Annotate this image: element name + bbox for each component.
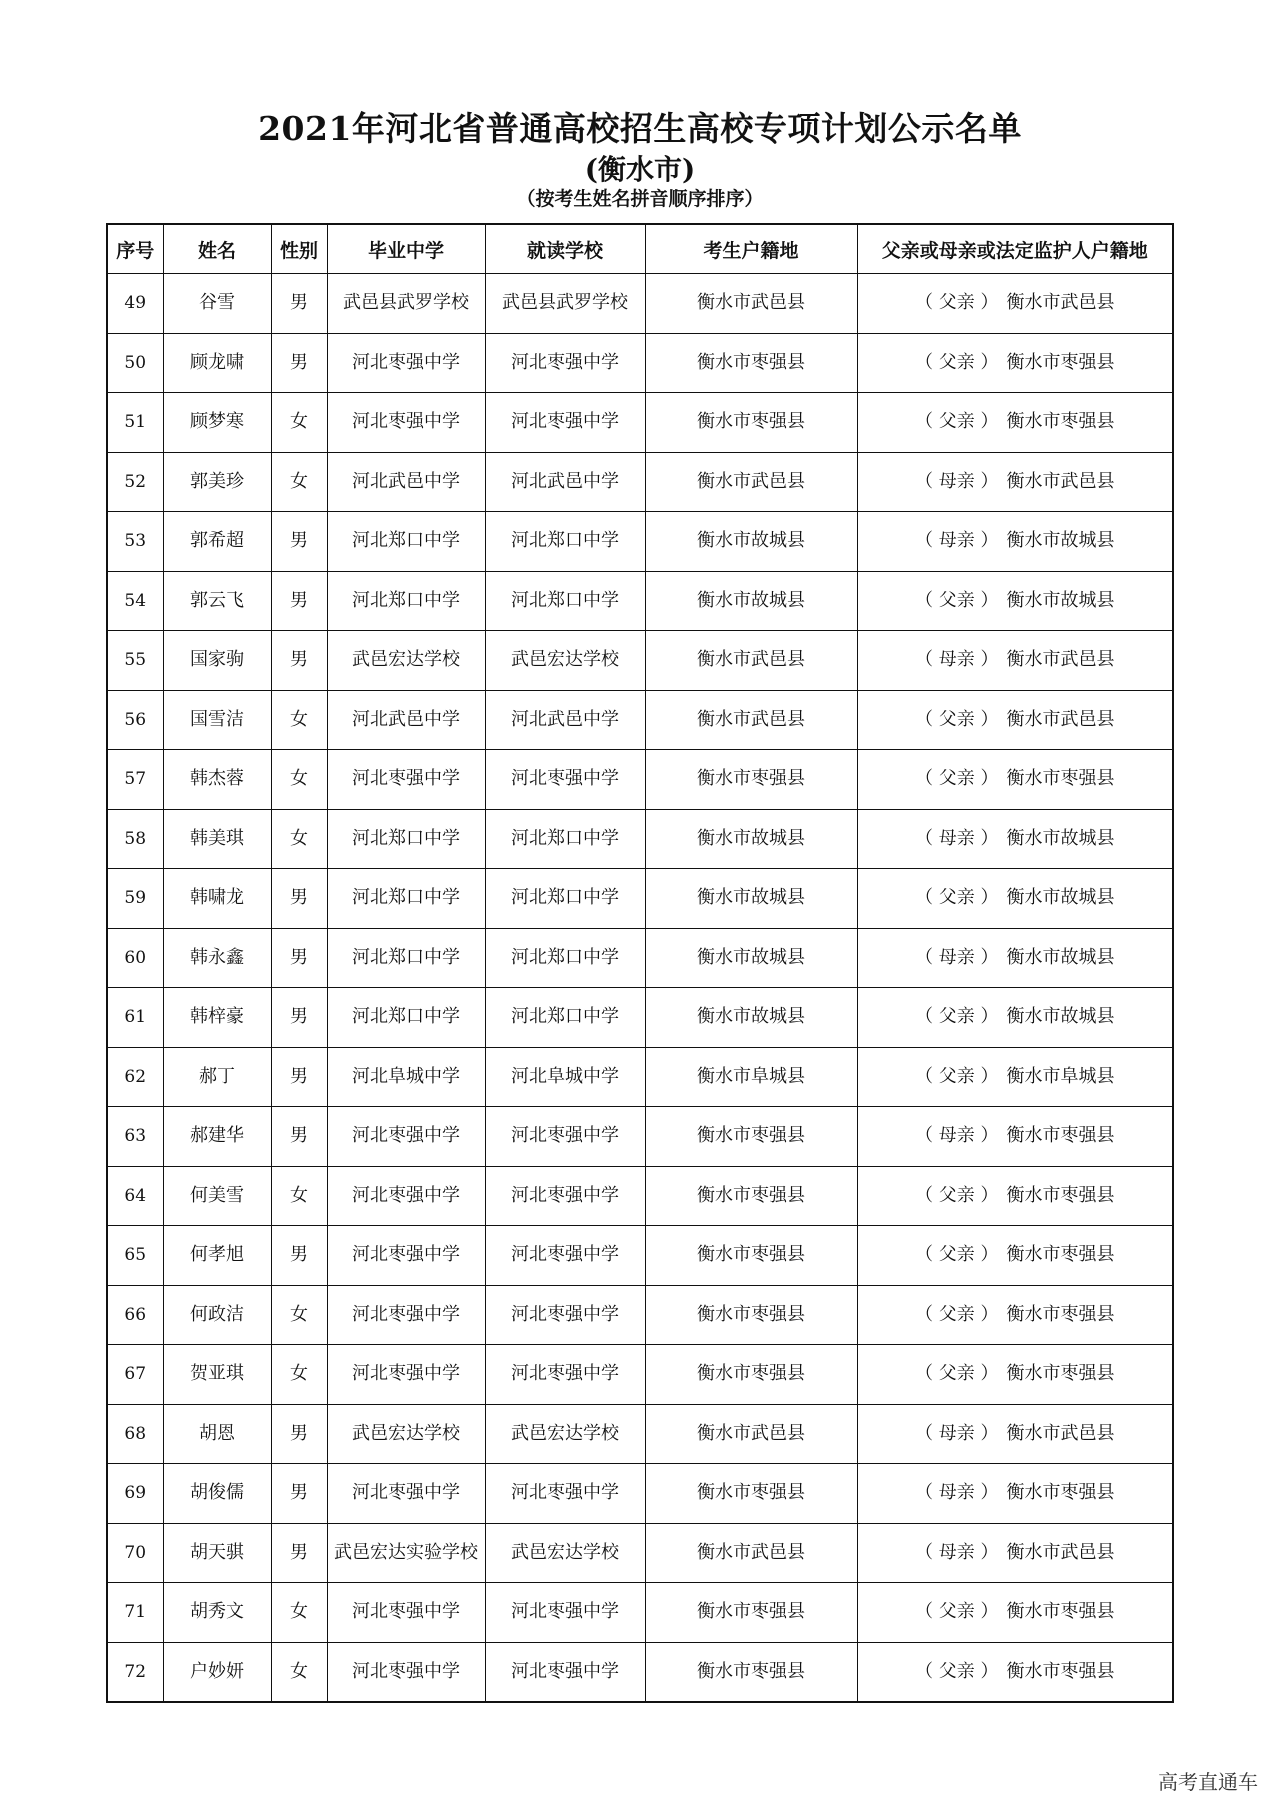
cell-grad-school: 河北枣强中学 xyxy=(327,1107,485,1167)
table-row xyxy=(107,928,1173,988)
cell-name: 胡秀文 xyxy=(163,1583,271,1643)
cell-grad-school: 河北郑口中学 xyxy=(327,928,485,988)
cell-parent-hukou xyxy=(857,809,1173,869)
cell-current-school: 武邑宏达学校 xyxy=(485,631,645,691)
cell-current-school: 武邑宏达学校 xyxy=(485,1523,645,1583)
cell-gender: 男 xyxy=(271,512,327,572)
cell-name: 国雪洁 xyxy=(163,690,271,750)
cell-current-school: 河北枣强中学 xyxy=(485,1285,645,1345)
parent-relation: （ 母亲 ） xyxy=(915,946,999,968)
cell-current-school: 河北枣强中学 xyxy=(485,1107,645,1167)
cell-grad-school: 武邑宏达学校 xyxy=(327,631,485,691)
cell-name: 何美雪 xyxy=(163,1166,271,1226)
cell-seq: 72 xyxy=(107,1642,163,1702)
cell-hukou: 衡水市枣强县 xyxy=(645,1285,857,1345)
table-row xyxy=(107,1107,1173,1167)
header-row xyxy=(107,224,1173,274)
parent-place: 衡水市枣强县 xyxy=(1006,1363,1115,1385)
cell-seq: 50 xyxy=(107,333,163,393)
cell-name: 何政洁 xyxy=(163,1285,271,1345)
parent-place: 衡水市枣强县 xyxy=(1006,1184,1115,1206)
cell-current-school: 河北枣强中学 xyxy=(485,750,645,810)
parent-place: 衡水市枣强县 xyxy=(1006,351,1115,373)
cell-current-school: 河北枣强中学 xyxy=(485,393,645,453)
cell-gender: 男 xyxy=(271,869,327,929)
cell-parent-hukou xyxy=(857,393,1173,453)
cell-parent-hukou xyxy=(857,333,1173,393)
parent-relation: （ 母亲 ） xyxy=(915,470,999,492)
cell-grad-school: 河北枣强中学 xyxy=(327,333,485,393)
parent-place: 衡水市枣强县 xyxy=(1006,1601,1115,1623)
header-grad-school: 毕业中学 xyxy=(327,224,485,274)
parent-relation: （ 母亲 ） xyxy=(915,1422,999,1444)
table-row xyxy=(107,1404,1173,1464)
header-gender: 性别 xyxy=(271,224,327,274)
cell-parent-hukou xyxy=(857,1464,1173,1524)
cell-name: 韩梓豪 xyxy=(163,988,271,1048)
parent-place: 衡水市枣强县 xyxy=(1006,1303,1115,1325)
cell-parent-hukou xyxy=(857,1226,1173,1286)
table-row xyxy=(107,1226,1173,1286)
parent-place: 衡水市故城县 xyxy=(1006,530,1115,552)
watermark-text: 高考直通车 xyxy=(1158,1770,1258,1794)
table-row xyxy=(107,809,1173,869)
cell-seq: 51 xyxy=(107,393,163,453)
table-row xyxy=(107,1047,1173,1107)
cell-hukou: 衡水市武邑县 xyxy=(645,690,857,750)
cell-hukou: 衡水市枣强县 xyxy=(645,1583,857,1643)
table-row xyxy=(107,512,1173,572)
cell-name: 郝丁 xyxy=(163,1047,271,1107)
cell-grad-school: 河北枣强中学 xyxy=(327,750,485,810)
cell-current-school: 河北郑口中学 xyxy=(485,928,645,988)
parent-relation: （ 父亲 ） xyxy=(915,887,999,909)
parent-relation: （ 母亲 ） xyxy=(915,649,999,671)
cell-seq: 53 xyxy=(107,512,163,572)
cell-current-school: 武邑县武罗学校 xyxy=(485,274,645,334)
page-title: 2021年河北省普通高校招生高校专项计划公示名单 xyxy=(258,109,1022,148)
parent-relation: （ 父亲 ） xyxy=(915,589,999,611)
cell-hukou: 衡水市武邑县 xyxy=(645,1404,857,1464)
cell-gender: 男 xyxy=(271,928,327,988)
cell-hukou: 衡水市枣强县 xyxy=(645,1345,857,1405)
cell-hukou: 衡水市枣强县 xyxy=(645,1642,857,1702)
cell-seq: 55 xyxy=(107,631,163,691)
header-hukou: 考生户籍地 xyxy=(645,224,857,274)
cell-seq: 68 xyxy=(107,1404,163,1464)
cell-seq: 70 xyxy=(107,1523,163,1583)
parent-place: 衡水市武邑县 xyxy=(1006,292,1115,314)
parent-relation: （ 母亲 ） xyxy=(915,1541,999,1563)
parent-relation: （ 父亲 ） xyxy=(915,1184,999,1206)
cell-parent-hukou xyxy=(857,452,1173,512)
cell-name: 胡恩 xyxy=(163,1404,271,1464)
cell-hukou: 衡水市枣强县 xyxy=(645,1464,857,1524)
cell-grad-school: 河北郑口中学 xyxy=(327,869,485,929)
cell-parent-hukou xyxy=(857,1404,1173,1464)
cell-name: 胡天骐 xyxy=(163,1523,271,1583)
table-row xyxy=(107,274,1173,334)
cell-seq: 54 xyxy=(107,571,163,631)
cell-parent-hukou xyxy=(857,631,1173,691)
cell-current-school: 河北郑口中学 xyxy=(485,988,645,1048)
cell-current-school: 河北郑口中学 xyxy=(485,512,645,572)
parent-place: 衡水市故城县 xyxy=(1006,887,1115,909)
table-row xyxy=(107,1523,1173,1583)
table-row xyxy=(107,452,1173,512)
cell-current-school: 河北枣强中学 xyxy=(485,1226,645,1286)
cell-parent-hukou xyxy=(857,869,1173,929)
cell-gender: 女 xyxy=(271,1345,327,1405)
table-row xyxy=(107,1464,1173,1524)
cell-grad-school: 河北枣强中学 xyxy=(327,1226,485,1286)
cell-parent-hukou xyxy=(857,1166,1173,1226)
cell-hukou: 衡水市故城县 xyxy=(645,988,857,1048)
cell-hukou: 衡水市武邑县 xyxy=(645,1523,857,1583)
cell-parent-hukou xyxy=(857,571,1173,631)
cell-hukou: 衡水市枣强县 xyxy=(645,333,857,393)
parent-place: 衡水市故城县 xyxy=(1006,827,1115,849)
cell-hukou: 衡水市枣强县 xyxy=(645,393,857,453)
cell-name: 韩永鑫 xyxy=(163,928,271,988)
cell-gender: 男 xyxy=(271,571,327,631)
cell-hukou: 衡水市武邑县 xyxy=(645,452,857,512)
cell-hukou: 衡水市故城县 xyxy=(645,869,857,929)
cell-name: 国家驹 xyxy=(163,631,271,691)
cell-seq: 52 xyxy=(107,452,163,512)
cell-name: 户妙妍 xyxy=(163,1642,271,1702)
cell-grad-school: 河北枣强中学 xyxy=(327,1166,485,1226)
cell-seq: 56 xyxy=(107,690,163,750)
cell-name: 顾龙啸 xyxy=(163,333,271,393)
cell-seq: 64 xyxy=(107,1166,163,1226)
table-row xyxy=(107,750,1173,810)
parent-place: 衡水市枣强县 xyxy=(1006,1482,1115,1504)
cell-grad-school: 武邑宏达实验学校 xyxy=(327,1523,485,1583)
cell-grad-school: 河北枣强中学 xyxy=(327,1583,485,1643)
cell-gender: 男 xyxy=(271,631,327,691)
cell-hukou: 衡水市枣强县 xyxy=(645,750,857,810)
cell-gender: 女 xyxy=(271,809,327,869)
cell-seq: 58 xyxy=(107,809,163,869)
cell-current-school: 河北武邑中学 xyxy=(485,452,645,512)
parent-relation: （ 父亲 ） xyxy=(915,708,999,730)
parent-relation: （ 母亲 ） xyxy=(915,827,999,849)
cell-seq: 49 xyxy=(107,274,163,334)
parent-relation: （ 父亲 ） xyxy=(915,1660,999,1682)
cell-seq: 59 xyxy=(107,869,163,929)
cell-grad-school: 河北枣强中学 xyxy=(327,1642,485,1702)
cell-seq: 57 xyxy=(107,750,163,810)
parent-relation: （ 父亲 ） xyxy=(915,1065,999,1087)
cell-current-school: 河北郑口中学 xyxy=(485,809,645,869)
cell-hukou: 衡水市故城县 xyxy=(645,809,857,869)
cell-seq: 60 xyxy=(107,928,163,988)
cell-seq: 67 xyxy=(107,1345,163,1405)
cell-hukou: 衡水市故城县 xyxy=(645,512,857,572)
cell-hukou: 衡水市枣强县 xyxy=(645,1226,857,1286)
cell-current-school: 河北枣强中学 xyxy=(485,1642,645,1702)
cell-parent-hukou xyxy=(857,274,1173,334)
cell-parent-hukou xyxy=(857,1345,1173,1405)
cell-seq: 61 xyxy=(107,988,163,1048)
cell-current-school: 河北郑口中学 xyxy=(485,869,645,929)
cell-parent-hukou xyxy=(857,1047,1173,1107)
parent-relation: （ 父亲 ） xyxy=(915,1303,999,1325)
parent-place: 衡水市阜城县 xyxy=(1006,1065,1115,1087)
table-row xyxy=(107,571,1173,631)
cell-parent-hukou xyxy=(857,512,1173,572)
cell-name: 郭希超 xyxy=(163,512,271,572)
parent-place: 衡水市枣强县 xyxy=(1006,768,1115,790)
table-row xyxy=(107,1166,1173,1226)
parent-place: 衡水市故城县 xyxy=(1006,946,1115,968)
parent-place: 衡水市武邑县 xyxy=(1006,649,1115,671)
cell-grad-school: 河北阜城中学 xyxy=(327,1047,485,1107)
table-row xyxy=(107,1345,1173,1405)
cell-current-school: 河北武邑中学 xyxy=(485,690,645,750)
cell-gender: 女 xyxy=(271,393,327,453)
cell-gender: 男 xyxy=(271,333,327,393)
cell-gender: 女 xyxy=(271,1166,327,1226)
cell-seq: 62 xyxy=(107,1047,163,1107)
table-row xyxy=(107,393,1173,453)
parent-relation: （ 父亲 ） xyxy=(915,1601,999,1623)
parent-place: 衡水市武邑县 xyxy=(1006,708,1115,730)
cell-name: 何孝旭 xyxy=(163,1226,271,1286)
cell-name: 胡俊儒 xyxy=(163,1464,271,1524)
cell-gender: 女 xyxy=(271,750,327,810)
cell-gender: 男 xyxy=(271,1464,327,1524)
parent-place: 衡水市武邑县 xyxy=(1006,1422,1115,1444)
cell-parent-hukou xyxy=(857,1523,1173,1583)
cell-current-school: 河北郑口中学 xyxy=(485,571,645,631)
parent-relation: （ 母亲 ） xyxy=(915,530,999,552)
cell-current-school: 河北枣强中学 xyxy=(485,1345,645,1405)
cell-grad-school: 河北郑口中学 xyxy=(327,512,485,572)
cell-name: 韩美琪 xyxy=(163,809,271,869)
cell-parent-hukou xyxy=(857,690,1173,750)
cell-gender: 女 xyxy=(271,452,327,512)
cell-parent-hukou xyxy=(857,1583,1173,1643)
cell-grad-school: 河北枣强中学 xyxy=(327,1285,485,1345)
cell-grad-school: 河北郑口中学 xyxy=(327,988,485,1048)
parent-place: 衡水市枣强县 xyxy=(1006,411,1115,433)
cell-gender: 男 xyxy=(271,1226,327,1286)
header-parent-hukou: 父亲或母亲或法定监护人户籍地 xyxy=(857,224,1173,274)
cell-hukou: 衡水市故城县 xyxy=(645,571,857,631)
roster-table xyxy=(106,223,1174,1703)
cell-current-school: 河北枣强中学 xyxy=(485,1583,645,1643)
cell-hukou: 衡水市故城县 xyxy=(645,928,857,988)
cell-seq: 69 xyxy=(107,1464,163,1524)
cell-current-school: 河北阜城中学 xyxy=(485,1047,645,1107)
page-subtitle: (衡水市) xyxy=(584,153,696,186)
cell-grad-school: 河北枣强中学 xyxy=(327,1464,485,1524)
cell-hukou: 衡水市枣强县 xyxy=(645,1166,857,1226)
table-row xyxy=(107,869,1173,929)
cell-name: 贺亚琪 xyxy=(163,1345,271,1405)
parent-relation: （ 父亲 ） xyxy=(915,1363,999,1385)
parent-place: 衡水市故城县 xyxy=(1006,589,1115,611)
table-row xyxy=(107,1285,1173,1345)
parent-place: 衡水市枣强县 xyxy=(1006,1244,1115,1266)
cell-name: 韩啸龙 xyxy=(163,869,271,929)
parent-relation: （ 父亲 ） xyxy=(915,1244,999,1266)
parent-relation: （ 父亲 ） xyxy=(915,292,999,314)
parent-place: 衡水市枣强县 xyxy=(1006,1125,1115,1147)
table-row xyxy=(107,631,1173,691)
cell-grad-school: 河北郑口中学 xyxy=(327,571,485,631)
cell-gender: 男 xyxy=(271,1523,327,1583)
cell-parent-hukou xyxy=(857,988,1173,1048)
cell-name: 郝建华 xyxy=(163,1107,271,1167)
cell-parent-hukou xyxy=(857,928,1173,988)
cell-gender: 男 xyxy=(271,1107,327,1167)
cell-seq: 71 xyxy=(107,1583,163,1643)
table-row xyxy=(107,988,1173,1048)
table-row xyxy=(107,690,1173,750)
cell-parent-hukou xyxy=(857,750,1173,810)
cell-gender: 男 xyxy=(271,1047,327,1107)
cell-seq: 66 xyxy=(107,1285,163,1345)
cell-grad-school: 河北郑口中学 xyxy=(327,809,485,869)
sort-note: （按考生姓名拼音顺序排序） xyxy=(516,188,764,210)
cell-name: 谷雪 xyxy=(163,274,271,334)
parent-relation: （ 父亲 ） xyxy=(915,768,999,790)
header-current-school: 就读学校 xyxy=(485,224,645,274)
parent-relation: （ 父亲 ） xyxy=(915,411,999,433)
cell-seq: 65 xyxy=(107,1226,163,1286)
parent-relation: （ 母亲 ） xyxy=(915,1482,999,1504)
cell-hukou: 衡水市武邑县 xyxy=(645,631,857,691)
table-row xyxy=(107,333,1173,393)
cell-hukou: 衡水市枣强县 xyxy=(645,1107,857,1167)
cell-current-school: 武邑宏达学校 xyxy=(485,1404,645,1464)
cell-parent-hukou xyxy=(857,1107,1173,1167)
cell-gender: 女 xyxy=(271,1583,327,1643)
parent-place: 衡水市武邑县 xyxy=(1006,470,1115,492)
cell-hukou: 衡水市阜城县 xyxy=(645,1047,857,1107)
cell-parent-hukou xyxy=(857,1285,1173,1345)
cell-parent-hukou xyxy=(857,1642,1173,1702)
parent-place: 衡水市故城县 xyxy=(1006,1006,1115,1028)
parent-place: 衡水市枣强县 xyxy=(1006,1660,1115,1682)
cell-current-school: 河北枣强中学 xyxy=(485,1166,645,1226)
cell-name: 郭美珍 xyxy=(163,452,271,512)
cell-gender: 男 xyxy=(271,274,327,334)
header-seq: 序号 xyxy=(107,224,163,274)
cell-hukou: 衡水市武邑县 xyxy=(645,274,857,334)
table-row xyxy=(107,1583,1173,1643)
cell-grad-school: 武邑宏达学校 xyxy=(327,1404,485,1464)
parent-relation: （ 母亲 ） xyxy=(915,1125,999,1147)
cell-grad-school: 河北武邑中学 xyxy=(327,690,485,750)
cell-seq: 63 xyxy=(107,1107,163,1167)
cell-name: 顾梦寒 xyxy=(163,393,271,453)
cell-grad-school: 河北武邑中学 xyxy=(327,452,485,512)
cell-gender: 男 xyxy=(271,1404,327,1464)
cell-name: 郭云飞 xyxy=(163,571,271,631)
table-row xyxy=(107,1642,1173,1702)
header-name: 姓名 xyxy=(163,224,271,274)
parent-place: 衡水市武邑县 xyxy=(1006,1541,1115,1563)
cell-grad-school: 武邑县武罗学校 xyxy=(327,274,485,334)
cell-name: 韩杰蓉 xyxy=(163,750,271,810)
cell-gender: 女 xyxy=(271,690,327,750)
cell-current-school: 河北枣强中学 xyxy=(485,1464,645,1524)
cell-gender: 女 xyxy=(271,1642,327,1702)
cell-grad-school: 河北枣强中学 xyxy=(327,393,485,453)
cell-current-school: 河北枣强中学 xyxy=(485,333,645,393)
parent-relation: （ 父亲 ） xyxy=(915,1006,999,1028)
cell-grad-school: 河北枣强中学 xyxy=(327,1345,485,1405)
cell-gender: 女 xyxy=(271,1285,327,1345)
cell-gender: 男 xyxy=(271,988,327,1048)
parent-relation: （ 父亲 ） xyxy=(915,351,999,373)
